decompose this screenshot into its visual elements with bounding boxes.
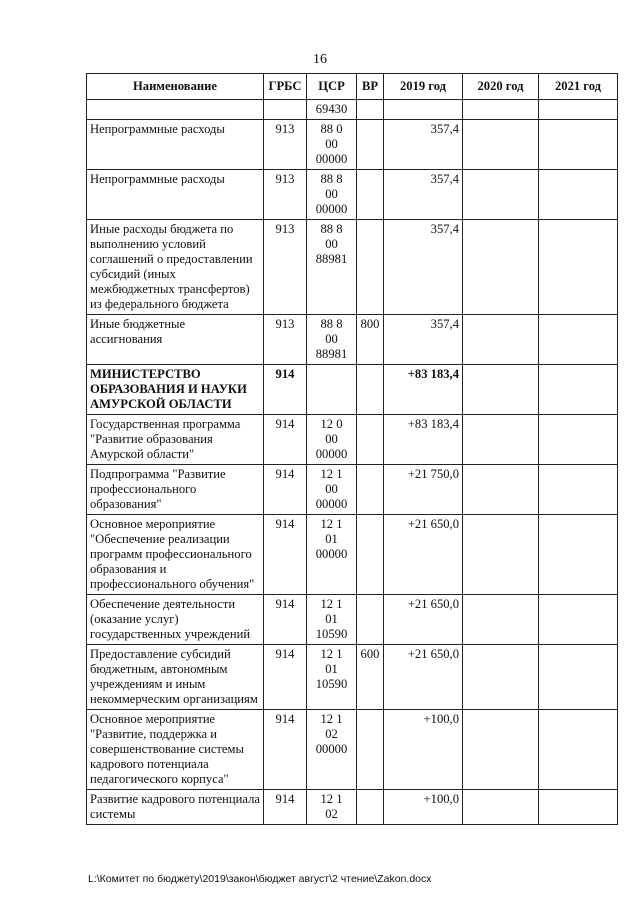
row-vr-cell [357, 120, 384, 170]
header-name: Наименование [87, 74, 264, 100]
row-2019-cell: 357,4 [384, 220, 463, 315]
table-row [87, 515, 618, 595]
row-2021-cell [539, 645, 618, 710]
row-csr-cell [307, 595, 357, 645]
budget-table [86, 73, 618, 825]
row-2019-cell: +100,0 [384, 790, 463, 825]
row-grbs-cell: 914 [264, 595, 307, 645]
row-2020-cell [463, 120, 539, 170]
csr-code-part: 01 [325, 662, 338, 676]
row-vr-cell [357, 100, 384, 120]
table-row [87, 645, 618, 710]
csr-code-part: 12 0 [320, 417, 343, 431]
csr-code-part: 00000 [315, 202, 348, 216]
row-name-cell: Подпрограмма "Развитие профессионального образования" [87, 465, 264, 515]
row-vr-cell [357, 465, 384, 515]
row-name-cell: Основное мероприятие "Развитие, поддержка и совершенствование системы кадрового потенциала педагогического корпуса" [87, 710, 264, 790]
row-vr-cell [357, 365, 384, 415]
row-vr-cell [357, 170, 384, 220]
table-row [87, 790, 618, 825]
row-grbs-cell [264, 100, 307, 120]
row-2019-cell: +83 183,4 [384, 365, 463, 415]
row-vr-cell: 800 [357, 315, 384, 365]
header-2021: 2021 год [539, 74, 618, 100]
csr-code-part: 00000 [315, 497, 348, 511]
row-2019-cell: +21 650,0 [384, 595, 463, 645]
row-2021-cell [539, 315, 618, 365]
row-vr-cell [357, 515, 384, 595]
csr-code-part: 02 [325, 727, 338, 741]
row-2019-cell: +21 650,0 [384, 645, 463, 710]
row-name-cell [87, 100, 264, 120]
row-vr-cell [357, 790, 384, 825]
header-grbs: ГРБС [264, 74, 307, 100]
csr-code-part: 88 8 [320, 317, 343, 331]
row-name-cell: Непрограммные расходы [87, 120, 264, 170]
csr-code-part: 69430 [315, 102, 348, 116]
table-row [87, 595, 618, 645]
csr-code-part: 00000 [315, 742, 348, 756]
csr-code-part: 02 [325, 807, 338, 821]
row-2019-cell: +83 183,4 [384, 415, 463, 465]
header-csr: ЦСР [307, 74, 357, 100]
row-2019-cell: 357,4 [384, 315, 463, 365]
table-header-row [87, 74, 618, 100]
csr-code-part: 12 1 [320, 647, 343, 661]
table-row [87, 100, 618, 120]
row-name-cell: Государственная программа "Развитие образования Амурской области" [87, 415, 264, 465]
row-2020-cell [463, 365, 539, 415]
row-2021-cell [539, 220, 618, 315]
csr-code-part: 12 1 [320, 517, 343, 531]
csr-code-part: 12 1 [320, 597, 343, 611]
table-row [87, 365, 618, 415]
row-name-cell: Развитие кадрового потенциала системы [87, 790, 264, 825]
row-2019-cell: +21 750,0 [384, 465, 463, 515]
csr-code-part: 88981 [315, 347, 348, 361]
csr-code-part: 10590 [315, 627, 348, 641]
row-csr-cell [307, 220, 357, 315]
row-2020-cell [463, 100, 539, 120]
row-grbs-cell: 914 [264, 365, 307, 415]
row-name-cell: МИНИСТЕРСТВО ОБРАЗОВАНИЯ И НАУКИ АМУРСКОЙ ОБЛАСТИ [87, 365, 264, 415]
row-grbs-cell: 913 [264, 220, 307, 315]
row-name-cell: Основное мероприятие "Обеспечение реализации программ профессионального образования и профессионального обучения" [87, 515, 264, 595]
csr-code-part: 88 8 [320, 172, 343, 186]
csr-code-part: 01 [325, 532, 338, 546]
row-csr-cell [307, 170, 357, 220]
table-row [87, 710, 618, 790]
row-grbs-cell: 913 [264, 170, 307, 220]
row-2019-cell: +100,0 [384, 710, 463, 790]
csr-code-part: 00 [325, 332, 338, 346]
csr-code-part: 10590 [315, 677, 348, 691]
csr-code-part: 12 1 [320, 712, 343, 726]
table-body [87, 100, 618, 825]
row-2021-cell [539, 100, 618, 120]
row-2020-cell [463, 465, 539, 515]
header-vr: ВР [357, 74, 384, 100]
table-row [87, 220, 618, 315]
footer-file-path: L:\Комитет по бюджету\2019\закон\бюджет август\2 чтение\Zakon.docx [88, 873, 432, 885]
row-2020-cell [463, 170, 539, 220]
row-grbs-cell: 914 [264, 710, 307, 790]
row-csr-cell [307, 415, 357, 465]
csr-code-part: 01 [325, 612, 338, 626]
row-2021-cell [539, 415, 618, 465]
table-row [87, 415, 618, 465]
table-row [87, 315, 618, 365]
row-2021-cell [539, 515, 618, 595]
row-csr-cell [307, 515, 357, 595]
row-csr-cell [307, 790, 357, 825]
row-grbs-cell: 914 [264, 415, 307, 465]
row-vr-cell [357, 415, 384, 465]
row-csr-cell [307, 465, 357, 515]
row-2019-cell: 357,4 [384, 170, 463, 220]
csr-code-part: 88981 [315, 252, 348, 266]
row-2020-cell [463, 645, 539, 710]
row-2020-cell [463, 710, 539, 790]
csr-code-part: 00000 [315, 447, 348, 461]
page-number: 16 [313, 52, 327, 67]
table-row [87, 465, 618, 515]
row-grbs-cell: 914 [264, 645, 307, 710]
row-csr-cell [307, 100, 357, 120]
row-2021-cell [539, 790, 618, 825]
row-vr-cell: 600 [357, 645, 384, 710]
row-2020-cell [463, 415, 539, 465]
row-2020-cell [463, 595, 539, 645]
row-2021-cell [539, 120, 618, 170]
row-vr-cell [357, 220, 384, 315]
csr-code-part: 12 1 [320, 467, 343, 481]
row-name-cell: Предоставление субсидий бюджетным, автономным учреждениям и иным некоммерческим организациям [87, 645, 264, 710]
csr-code-part: 00000 [315, 547, 348, 561]
row-csr-cell [307, 120, 357, 170]
row-2021-cell [539, 595, 618, 645]
row-grbs-cell: 913 [264, 315, 307, 365]
csr-code-part: 00000 [315, 152, 348, 166]
row-grbs-cell: 914 [264, 515, 307, 595]
csr-code-part: 00 [325, 482, 338, 496]
csr-code-part: 00 [325, 237, 338, 251]
row-name-cell: Иные расходы бюджета по выполнению условий соглашений о предоставлении субсидий (иных межбюджетных трансфертов) из федерального бюджета [87, 220, 264, 315]
row-2019-cell: +21 650,0 [384, 515, 463, 595]
row-2021-cell [539, 710, 618, 790]
row-csr-cell [307, 645, 357, 710]
header-2020: 2020 год [463, 74, 539, 100]
table-row [87, 170, 618, 220]
row-grbs-cell: 913 [264, 120, 307, 170]
row-2019-cell [384, 100, 463, 120]
row-csr-cell [307, 365, 357, 415]
row-grbs-cell: 914 [264, 465, 307, 515]
csr-code-part: 88 0 [320, 122, 343, 136]
row-name-cell: Обеспечение деятельности (оказание услуг) государственных учреждений [87, 595, 264, 645]
row-2020-cell [463, 515, 539, 595]
row-2019-cell: 357,4 [384, 120, 463, 170]
row-name-cell: Иные бюджетные ассигнования [87, 315, 264, 365]
row-2020-cell [463, 220, 539, 315]
csr-code-part: 88 8 [320, 222, 343, 236]
row-csr-cell [307, 315, 357, 365]
csr-code-part: 00 [325, 432, 338, 446]
row-vr-cell [357, 710, 384, 790]
row-2021-cell [539, 365, 618, 415]
row-2021-cell [539, 465, 618, 515]
row-2020-cell [463, 315, 539, 365]
table-row [87, 120, 618, 170]
row-vr-cell [357, 595, 384, 645]
row-2020-cell [463, 790, 539, 825]
row-grbs-cell: 914 [264, 790, 307, 825]
row-2021-cell [539, 170, 618, 220]
csr-code-part: 12 1 [320, 792, 343, 806]
csr-code-part: 00 [325, 137, 338, 151]
header-2019: 2019 год [384, 74, 463, 100]
row-name-cell: Непрограммные расходы [87, 170, 264, 220]
csr-code-part: 00 [325, 187, 338, 201]
row-csr-cell [307, 710, 357, 790]
